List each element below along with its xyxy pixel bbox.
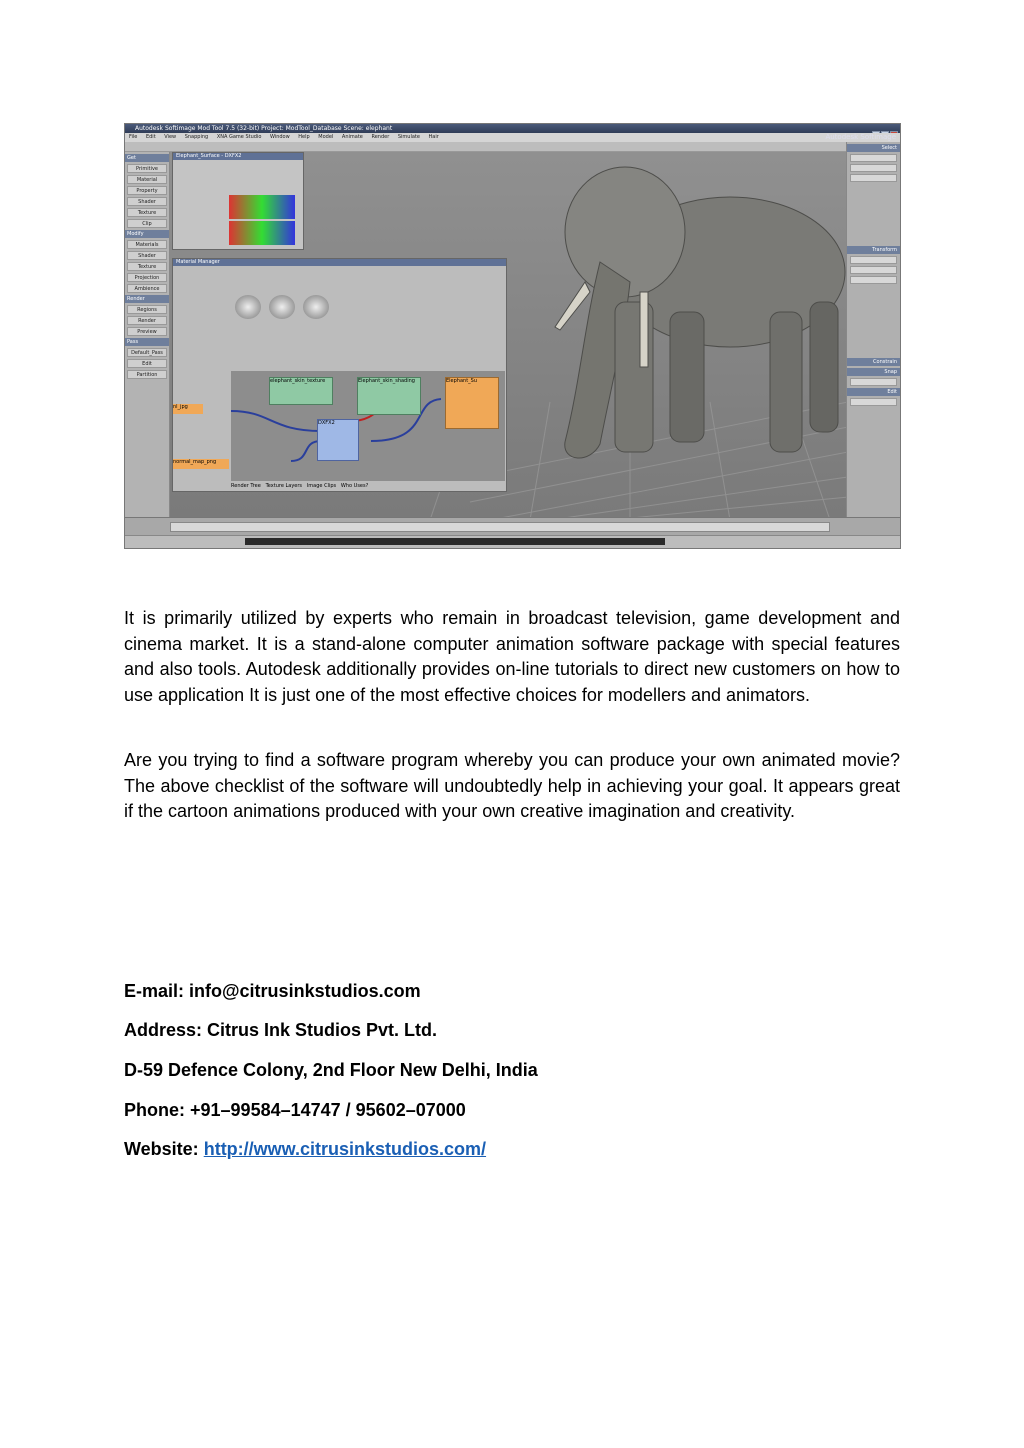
btn-parent[interactable] [850,378,897,386]
panel-header-select: Select [847,144,900,152]
panel-header-pass: Pass [125,338,169,346]
menu-xna[interactable]: XNA Game Studio [216,134,262,140]
contact-address-line2: D-59 Defence Colony, 2nd Floor New Delhi, India [124,1060,538,1080]
btn-center[interactable] [850,164,897,172]
menu-edit[interactable]: Edit [145,134,156,140]
material-manager-panel [172,258,507,492]
panel-header-modify: Modify [125,230,169,238]
btn-default-pass[interactable]: Default_Pass [127,348,167,357]
paragraph-2: Are you trying to find a software program whereby you can produce your own animated movie? The above checklist of the software will undoubtedly help in achieving your goal. It appears great if the cartoon animations produced with your own creative imagination and creativity. [124,750,900,822]
menu-simulate[interactable]: Simulate [397,134,420,140]
btn-group[interactable] [850,154,897,162]
property-editor-panel [172,152,304,250]
panel-header-get: Get [125,154,169,162]
tab-render-tree[interactable]: Render Tree [231,483,261,489]
website-link[interactable]: http://www.citrusinkstudios.com/ [203,1139,487,1159]
panel-header-transform: Transform [847,246,900,254]
paragraph-1: It is primarily utilized by experts who remain in broadcast television, game development and cinema market. It is a stand-alone computer animation software package with special features and also tools. Autodesk additionally provides on-line tutorials to direct new customers on how to use application It is just one of the most effective choices for modellers and animators. [124,608,900,705]
right-command-panel [846,142,900,518]
menu-snapping[interactable]: Snapping [184,134,209,140]
transform-field-2[interactable] [850,266,897,274]
website-label: Website: [124,1139,199,1159]
btn-regions[interactable]: Regions [127,305,167,314]
btn-texture-2[interactable]: Texture [127,262,167,271]
menu-hair[interactable]: Hair [428,134,439,140]
btn-partition[interactable]: Partition [127,370,167,379]
tab-image-clips[interactable]: Image Clips [306,483,337,489]
btn-render[interactable]: Render [127,316,167,325]
left-command-panel [125,152,170,518]
menu-window[interactable]: Window [269,134,290,140]
btn-object[interactable] [850,174,897,182]
toolbar [125,142,900,152]
node-jpg[interactable]: nl_jpg [173,404,203,414]
menu-help[interactable]: Help [298,134,310,140]
node-surface[interactable]: Elephant_Su [445,377,499,429]
node-skin-texture[interactable]: elephant_skin_texture [269,377,333,405]
tab-who-uses[interactable]: Who Uses? [340,483,369,489]
node-skin-shading[interactable]: Elephant_skin_shading [357,377,421,415]
btn-shader[interactable]: Shader [127,197,167,206]
btn-material[interactable]: Material [127,175,167,184]
material-manager-title: Material Manager [173,259,506,266]
menu-render[interactable]: Render [371,134,390,140]
timeline[interactable] [125,517,900,536]
btn-shader-2[interactable]: Shader [127,251,167,260]
playback-bar[interactable] [245,538,665,545]
menu-view[interactable]: View [164,134,177,140]
property-editor-title: Elephant_Surface - DXFX2 [173,153,303,160]
color-sliders-2[interactable] [229,221,295,245]
tab-texture-layers[interactable]: Texture Layers [265,483,303,489]
material-swatch-3[interactable] [303,295,329,319]
btn-freeze[interactable] [850,398,897,406]
panel-header-render: Render [125,295,169,303]
contact-website [124,1139,486,1160]
menu-model[interactable]: Model [318,134,334,140]
btn-texture[interactable]: Texture [127,208,167,217]
btn-projection[interactable]: Projection [127,273,167,282]
node-dxfx2[interactable]: DXFX2 [317,419,359,461]
material-swatch-2[interactable] [269,295,295,319]
btn-primitive[interactable]: Primitive [127,164,167,173]
panel-header-edit: Edit [847,388,900,396]
color-sliders[interactable] [229,195,295,219]
contact-address: Address: Citrus Ink Studios Pvt. Ltd. [124,1020,438,1040]
software-screenshot [124,123,901,549]
render-tree-canvas[interactable] [231,371,505,481]
brand-label: Autodesk Softimage [825,133,896,141]
btn-materials[interactable]: Materials [127,240,167,249]
btn-ambience[interactable]: Ambience [127,284,167,293]
contact-phone: Phone: +91–99584–14747 / 95602–07000 [124,1100,466,1120]
btn-preview[interactable]: Preview [127,327,167,336]
menu-file[interactable]: File [129,134,138,140]
btn-property[interactable]: Property [127,186,167,195]
render-tabs [231,483,368,489]
btn-edit[interactable]: Edit [127,359,167,368]
menu-animate[interactable]: Animate [341,134,363,140]
panel-header-snap: Snap [847,368,900,376]
status-bar [125,535,900,548]
transform-field-3[interactable] [850,276,897,284]
transform-field-1[interactable] [850,256,897,264]
3d-viewport[interactable] [170,152,846,518]
material-swatch-1[interactable] [235,295,261,319]
contact-email: E-mail: info@citrusinkstudios.com [124,981,421,1001]
btn-clip[interactable]: Clip [127,219,167,228]
window-title: Autodesk Softimage Mod Tool 7.5 (32-bit) Project: ModTool_Database Scene: elephant [125,124,900,133]
timeline-scrubber[interactable] [170,522,830,532]
menu-bar [125,133,900,142]
panel-header-constrain: Constrain [847,358,900,366]
elephant-model [555,167,845,458]
window-controls[interactable] [871,125,898,132]
node-normal-map[interactable]: normal_map_png [173,459,229,469]
